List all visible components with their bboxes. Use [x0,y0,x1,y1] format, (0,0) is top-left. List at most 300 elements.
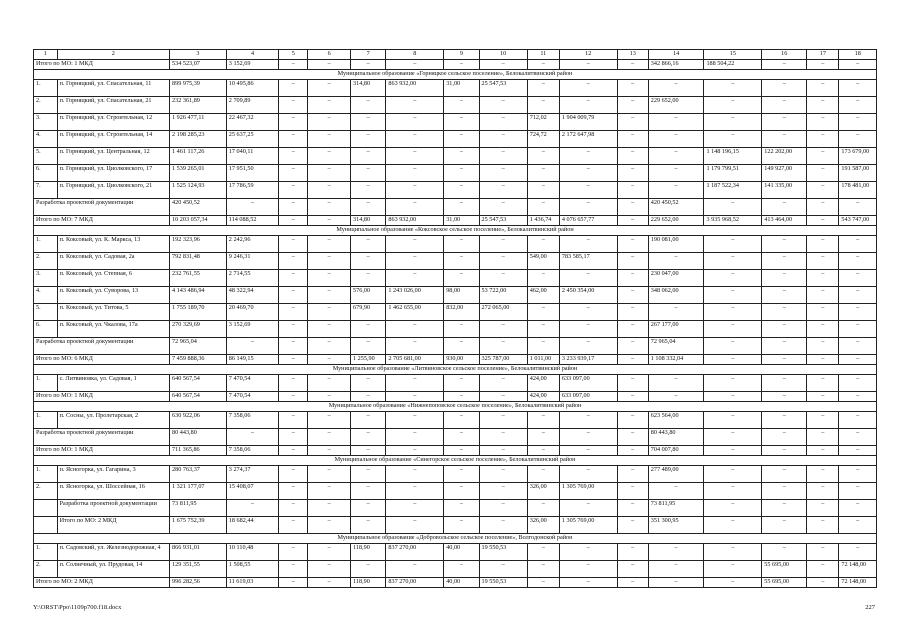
row-number: 4. [34,131,58,148]
value-cell: – [617,131,648,148]
value-cell: – [479,500,527,517]
section-header-row [34,70,877,80]
address-cell: п. Коксовый, ул. Суворова, 13 [57,287,169,304]
value-cell: – [704,466,762,483]
section-title: Муниципальное образование «Коксовское сельское поселение», Белокалитвинский район [34,226,877,236]
design-docs-row [34,338,877,355]
table-row [34,544,877,561]
column-number: 7 [351,50,386,60]
value-cell: – [351,412,386,429]
value-cell: 15 408,07 [226,483,278,500]
value-cell: – [807,199,839,216]
value-cell: – [308,578,351,588]
value-cell: – [308,561,351,578]
total-label: Итого по МО: 1 МКД [34,446,170,456]
value-cell: – [704,355,762,365]
value-cell: 118,90 [351,544,386,561]
row-number: 2. [34,483,58,500]
address-cell: п. Горняцкий, ул. Циолковского, 17 [57,165,169,182]
value-cell: – [839,392,877,402]
value-cell: 17 040,11 [226,148,278,165]
value-cell: 1 011,00 [527,355,559,365]
value-cell: – [308,446,351,456]
table-row [34,500,877,517]
value-cell: – [807,544,839,561]
value-cell: 232 361,89 [170,97,227,114]
value-cell: – [648,148,704,165]
value-cell: – [527,544,559,561]
value-cell: 80 443,80 [648,429,704,446]
value-cell: 277 489,00 [648,466,704,483]
value-cell: 424,00 [527,392,559,402]
total-label: Итого по МО: 6 МКД [34,355,170,365]
value-cell: – [617,429,648,446]
value-cell: 141 335,00 [762,182,807,199]
value-cell: – [527,412,559,429]
value-cell: – [704,114,762,131]
value-cell: – [279,544,308,561]
value-cell: – [807,375,839,392]
value-cell: – [444,131,479,148]
value-cell: – [308,466,351,483]
value-cell: – [559,429,617,446]
value-cell: – [279,131,308,148]
value-cell: – [386,338,444,355]
value-cell: – [444,412,479,429]
address-cell: п. Коксовый, ул. Садовая, 2а [57,253,169,270]
value-cell: 534 523,07 [170,60,227,70]
value-cell: 192 323,96 [170,236,227,253]
value-cell: – [444,182,479,199]
value-cell: – [279,270,308,287]
value-cell: – [386,60,444,70]
value-cell: – [479,392,527,402]
value-cell: – [386,131,444,148]
value-cell: 325 787,00 [479,355,527,365]
value-cell: 424,00 [527,375,559,392]
value-cell: – [807,304,839,321]
value-cell: – [559,466,617,483]
value-cell: – [704,429,762,446]
value-cell: – [279,114,308,131]
value-cell: 930,00 [444,355,479,365]
value-cell: – [386,97,444,114]
design-docs-label: Разработка проектной документации [34,199,170,216]
value-cell: 1 675 752,39 [170,517,227,534]
column-number: 13 [617,50,648,60]
value-cell: – [479,270,527,287]
value-cell: – [527,60,559,70]
value-cell: – [762,392,807,402]
value-cell: – [351,60,386,70]
value-cell: – [839,483,877,500]
value-cell: 98,00 [444,287,479,304]
value-cell: – [559,338,617,355]
registry-table-sheet [33,49,877,588]
address-cell: п. Сосны, ул. Пролетарская, 2 [57,412,169,429]
value-cell: 72 965,04 [170,338,227,355]
value-cell: – [617,544,648,561]
total-row [34,392,877,402]
value-cell: – [226,199,278,216]
value-cell: – [308,114,351,131]
value-cell: – [308,97,351,114]
value-cell: – [479,375,527,392]
value-cell: – [527,304,559,321]
row-number: 3. [34,270,58,287]
value-cell: – [351,236,386,253]
value-cell: 149 927,00 [762,165,807,182]
value-cell: – [479,236,527,253]
value-cell: 712,02 [527,114,559,131]
value-cell: – [839,517,877,534]
value-cell: – [762,375,807,392]
value-cell: 1 755 189,70 [170,304,227,321]
value-cell: – [762,429,807,446]
value-cell: – [527,338,559,355]
value-cell: – [839,97,877,114]
value-cell: – [479,517,527,534]
value-cell: 72 965,04 [648,338,704,355]
address-cell: п. Горняцкий, ул. Спасательная, 11 [57,80,169,97]
value-cell: – [351,97,386,114]
value-cell: – [527,236,559,253]
value-cell: – [559,544,617,561]
value-cell: – [559,500,617,517]
value-cell: 25 547,53 [479,80,527,97]
value-cell: – [444,561,479,578]
value-cell: – [279,578,308,588]
value-cell: – [617,60,648,70]
column-number: 15 [704,50,762,60]
value-cell: – [386,500,444,517]
address-cell: п. Горняцкий, ул. Циолковского, 21 [57,182,169,199]
value-cell: – [444,321,479,338]
value-cell: – [279,236,308,253]
value-cell: 17 786,59 [226,182,278,199]
value-cell: – [762,131,807,148]
value-cell: – [807,321,839,338]
table-row [34,287,877,304]
value-cell: 3 274,37 [226,466,278,483]
value-cell: – [839,199,877,216]
value-cell: – [479,165,527,182]
value-cell: – [279,338,308,355]
value-cell: – [704,544,762,561]
address-cell: п. Горняцкий, ул. Спасательная, 21 [57,97,169,114]
value-cell: – [648,131,704,148]
value-cell: – [527,148,559,165]
value-cell: – [648,304,704,321]
table-row [34,270,877,287]
value-cell: – [479,253,527,270]
value-cell: 40,00 [444,544,479,561]
column-number: 2 [57,50,169,60]
value-cell: – [351,270,386,287]
value-cell: – [704,375,762,392]
value-cell: – [308,60,351,70]
value-cell: – [648,80,704,97]
value-cell: – [444,392,479,402]
table-row [34,165,877,182]
row-number: 1. [34,236,58,253]
value-cell: 53 722,00 [479,287,527,304]
value-cell: – [704,500,762,517]
value-cell: – [648,578,704,588]
value-cell: 326,00 [527,483,559,500]
value-cell: 19 550,53 [479,544,527,561]
row-number [34,500,58,517]
value-cell: 576,00 [351,287,386,304]
value-cell: – [559,236,617,253]
value-cell: 17 951,50 [226,165,278,182]
value-cell: – [444,114,479,131]
value-cell: 7 470,54 [226,392,278,402]
value-cell: – [479,412,527,429]
value-cell: 55 695,00 [762,578,807,588]
value-cell: 996 282,56 [170,578,227,588]
value-cell: 792 831,48 [170,253,227,270]
value-cell: 7 358,06 [226,446,278,456]
column-number: 17 [807,50,839,60]
value-cell: – [444,429,479,446]
value-cell: – [479,131,527,148]
row-number: 1. [34,80,58,97]
value-cell: – [807,80,839,97]
value-cell: – [617,483,648,500]
value-cell: – [762,253,807,270]
column-number: 5 [279,50,308,60]
value-cell: 413 464,00 [762,216,807,226]
value-cell: 232 761,55 [170,270,227,287]
design-docs-label: Разработка проектной документации [34,429,170,446]
section-header-row [34,456,877,466]
value-cell: – [386,253,444,270]
value-cell: 122 202,00 [762,148,807,165]
column-number: 12 [559,50,617,60]
table-row [34,561,877,578]
value-cell: – [839,544,877,561]
value-cell: – [351,321,386,338]
total-row [34,60,877,70]
value-cell: – [807,114,839,131]
row-number: 5. [34,304,58,321]
value-cell: 832,00 [444,304,479,321]
value-cell: – [617,199,648,216]
value-cell: 22 467,32 [226,114,278,131]
value-cell: – [762,544,807,561]
table-row [34,236,877,253]
value-cell: – [807,216,839,226]
table-row [34,148,877,165]
value-cell: – [386,446,444,456]
table-row [34,517,877,534]
value-cell: – [807,97,839,114]
column-number: 6 [308,50,351,60]
row-number: 6. [34,321,58,338]
value-cell: – [839,80,877,97]
table-row [34,97,877,114]
value-cell: 704 007,80 [648,446,704,456]
value-cell: – [807,287,839,304]
value-cell: – [444,338,479,355]
value-cell: – [704,338,762,355]
column-number: 11 [527,50,559,60]
value-cell: – [839,236,877,253]
value-cell: – [279,304,308,321]
value-cell: 863 932,00 [386,216,444,226]
value-cell: 711 365,86 [170,446,227,456]
value-cell: 866 931,01 [170,544,227,561]
value-cell: 1 305 769,00 [559,483,617,500]
value-cell: – [527,97,559,114]
value-cell: – [444,148,479,165]
value-cell: – [527,466,559,483]
value-cell: – [704,446,762,456]
total-row [34,355,877,365]
value-cell: – [807,517,839,534]
row-number: 2. [34,253,58,270]
value-cell: – [617,392,648,402]
value-cell: 1 539 265,01 [170,165,227,182]
value-cell: 55 695,00 [762,561,807,578]
value-cell: – [386,412,444,429]
value-cell: – [444,199,479,216]
section-title: Муниципальное образование «Литвиновское сельское поселение», Белокалитвинский район [34,365,877,375]
value-cell: – [559,148,617,165]
value-cell: 10 203 057,34 [170,216,227,226]
row-number: 6. [34,165,58,182]
value-cell: – [351,131,386,148]
value-cell: – [279,466,308,483]
value-cell: 1 148 196,15 [704,148,762,165]
table-row [34,114,877,131]
value-cell: 19 550,53 [479,578,527,588]
value-cell: – [279,517,308,534]
value-cell: – [559,578,617,588]
value-cell: – [617,375,648,392]
value-cell: – [807,429,839,446]
value-cell: – [648,114,704,131]
value-cell: 272 065,00 [479,304,527,321]
value-cell: – [479,199,527,216]
section-header-row [34,534,877,544]
value-cell: – [839,321,877,338]
column-number: 9 [444,50,479,60]
value-cell: 86 149,15 [226,355,278,365]
file-path-footer: Y:\ORST\Ppo\1109p700.f18.docx [33,604,122,611]
value-cell: 72 148,00 [839,561,877,578]
value-cell: – [704,80,762,97]
value-cell: 191 587,00 [839,165,877,182]
value-cell: – [527,321,559,338]
value-cell: – [351,253,386,270]
value-cell: – [617,236,648,253]
value-cell: – [444,517,479,534]
value-cell: – [279,429,308,446]
value-cell: – [527,80,559,97]
value-cell: 1 436,74 [527,216,559,226]
value-cell: – [386,429,444,446]
value-cell: 188 504,22 [704,60,762,70]
value-cell: 4 143 486,94 [170,287,227,304]
value-cell: 20 469,70 [226,304,278,321]
value-cell: – [704,517,762,534]
value-cell: 7 459 888,36 [170,355,227,365]
value-cell: – [444,97,479,114]
value-cell: – [226,429,278,446]
value-cell: – [704,131,762,148]
address-cell: п. Коксовый, ул. Титова, 5 [57,304,169,321]
section-title: Муниципальное образование «Добровольское сельское поселение», Волгодонской район [34,534,877,544]
value-cell: 7 358,06 [226,412,278,429]
section-title: Муниципальное образование «Горняцкое сельское поселение», Белокалитвинский район [34,70,877,80]
value-cell: – [807,131,839,148]
address-cell: п. Коксовый, ул. Степная, 6 [57,270,169,287]
value-cell: – [839,304,877,321]
value-cell: 1 243 026,00 [386,287,444,304]
value-cell: – [308,80,351,97]
total-label: Итого по МО: 7 МКД [34,216,170,226]
value-cell: – [308,412,351,429]
value-cell: – [279,321,308,338]
row-number: 4. [34,287,58,304]
value-cell: – [386,148,444,165]
value-cell: – [762,270,807,287]
value-cell: – [386,561,444,578]
value-cell: – [559,80,617,97]
value-cell: – [279,287,308,304]
value-cell: – [386,321,444,338]
value-cell: – [617,466,648,483]
value-cell: 420 450,52 [648,199,704,216]
value-cell: – [351,375,386,392]
value-cell: – [762,114,807,131]
value-cell: – [559,270,617,287]
value-cell: 114 088,52 [226,216,278,226]
column-number: 14 [648,50,704,60]
value-cell: – [807,392,839,402]
table-row [34,304,877,321]
value-cell: 633 097,00 [559,392,617,402]
value-cell: – [704,561,762,578]
value-cell: – [807,270,839,287]
value-cell: – [839,429,877,446]
value-cell: – [704,412,762,429]
value-cell: – [807,446,839,456]
value-cell: – [807,483,839,500]
value-cell: – [648,165,704,182]
value-cell: – [762,287,807,304]
section-title: Муниципальное образование «Нижнепоповское сельское поселение», Белокалитвинский район [34,402,877,412]
value-cell: – [279,375,308,392]
value-cell: 31,00 [444,80,479,97]
value-cell: – [839,114,877,131]
value-cell: 1 108 332,04 [648,355,704,365]
value-cell: 3 152,69 [226,60,278,70]
value-cell: – [527,270,559,287]
value-cell: – [351,517,386,534]
value-cell: – [839,270,877,287]
value-cell: 10 495,86 [226,80,278,97]
value-cell: – [308,165,351,182]
value-cell: 73 811,95 [170,500,227,517]
value-cell: – [479,429,527,446]
value-cell: 899 975,39 [170,80,227,97]
value-cell: – [386,182,444,199]
value-cell: – [386,165,444,182]
value-cell: – [527,182,559,199]
